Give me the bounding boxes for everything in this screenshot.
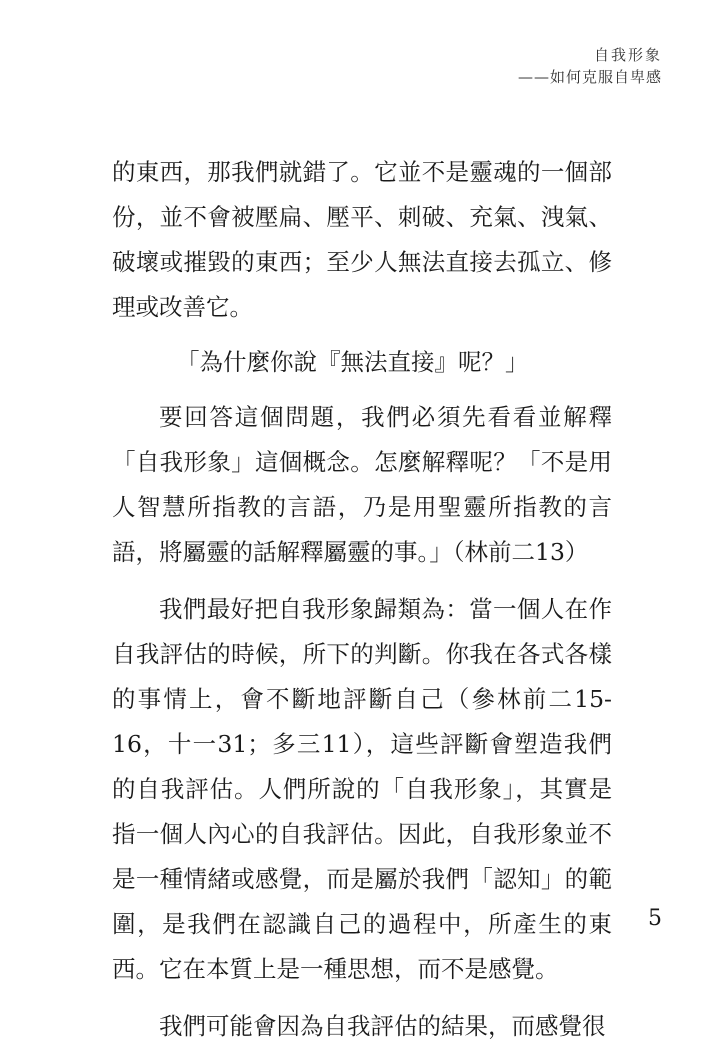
body-text xyxy=(112,150,612,1049)
paragraph-definition: 我們最好把自我形象歸類為：當一個人在作自我評估的時候，所下的判斷。你我在各式各樣的事情上，會不斷地評斷自己（參林前二15-16，十一31；多三11），這些評斷會塑造我們的自我評估。人們所說的「自我形象」，其實是指一個人內心的自我評估。因此，自我形象並不是一種情緒或感覺，而是屬於我們「認知」的範圍，是我們在認識自己的過程中，所產生的東西。它在本質上是一種思想，而不是感覺。 xyxy=(112,595,612,983)
paragraph-closing: 我們可能會因為自我評估的結果，而感覺很 xyxy=(159,1012,606,1040)
page-number: 5 xyxy=(648,906,662,931)
paragraph-answer: 要回答這個問題，我們必須先看看並解釋「自我形象」這個概念。怎麼解釋呢？「不是用人智慧所指教的言語，乃是用聖靈所指教的言語，將屬靈的話解釋屬靈的事。」（林前二13） xyxy=(112,403,612,566)
running-head-subtitle: ——如何克服自卑感 xyxy=(517,68,662,86)
running-head-title: 自我形象 xyxy=(593,46,662,64)
running-head xyxy=(518,44,662,88)
paragraph-continuation: 的東西，那我們就錯了。它並不是靈魂的一個部份，並不會被壓扁、壓平、刺破、充氣、洩氣、破壞或摧毀的東西；至少人無法直接去孤立、修理或改善它。 xyxy=(112,158,612,321)
paragraph-question: 「為什麼你說『無法直接』呢？」 xyxy=(176,348,529,376)
